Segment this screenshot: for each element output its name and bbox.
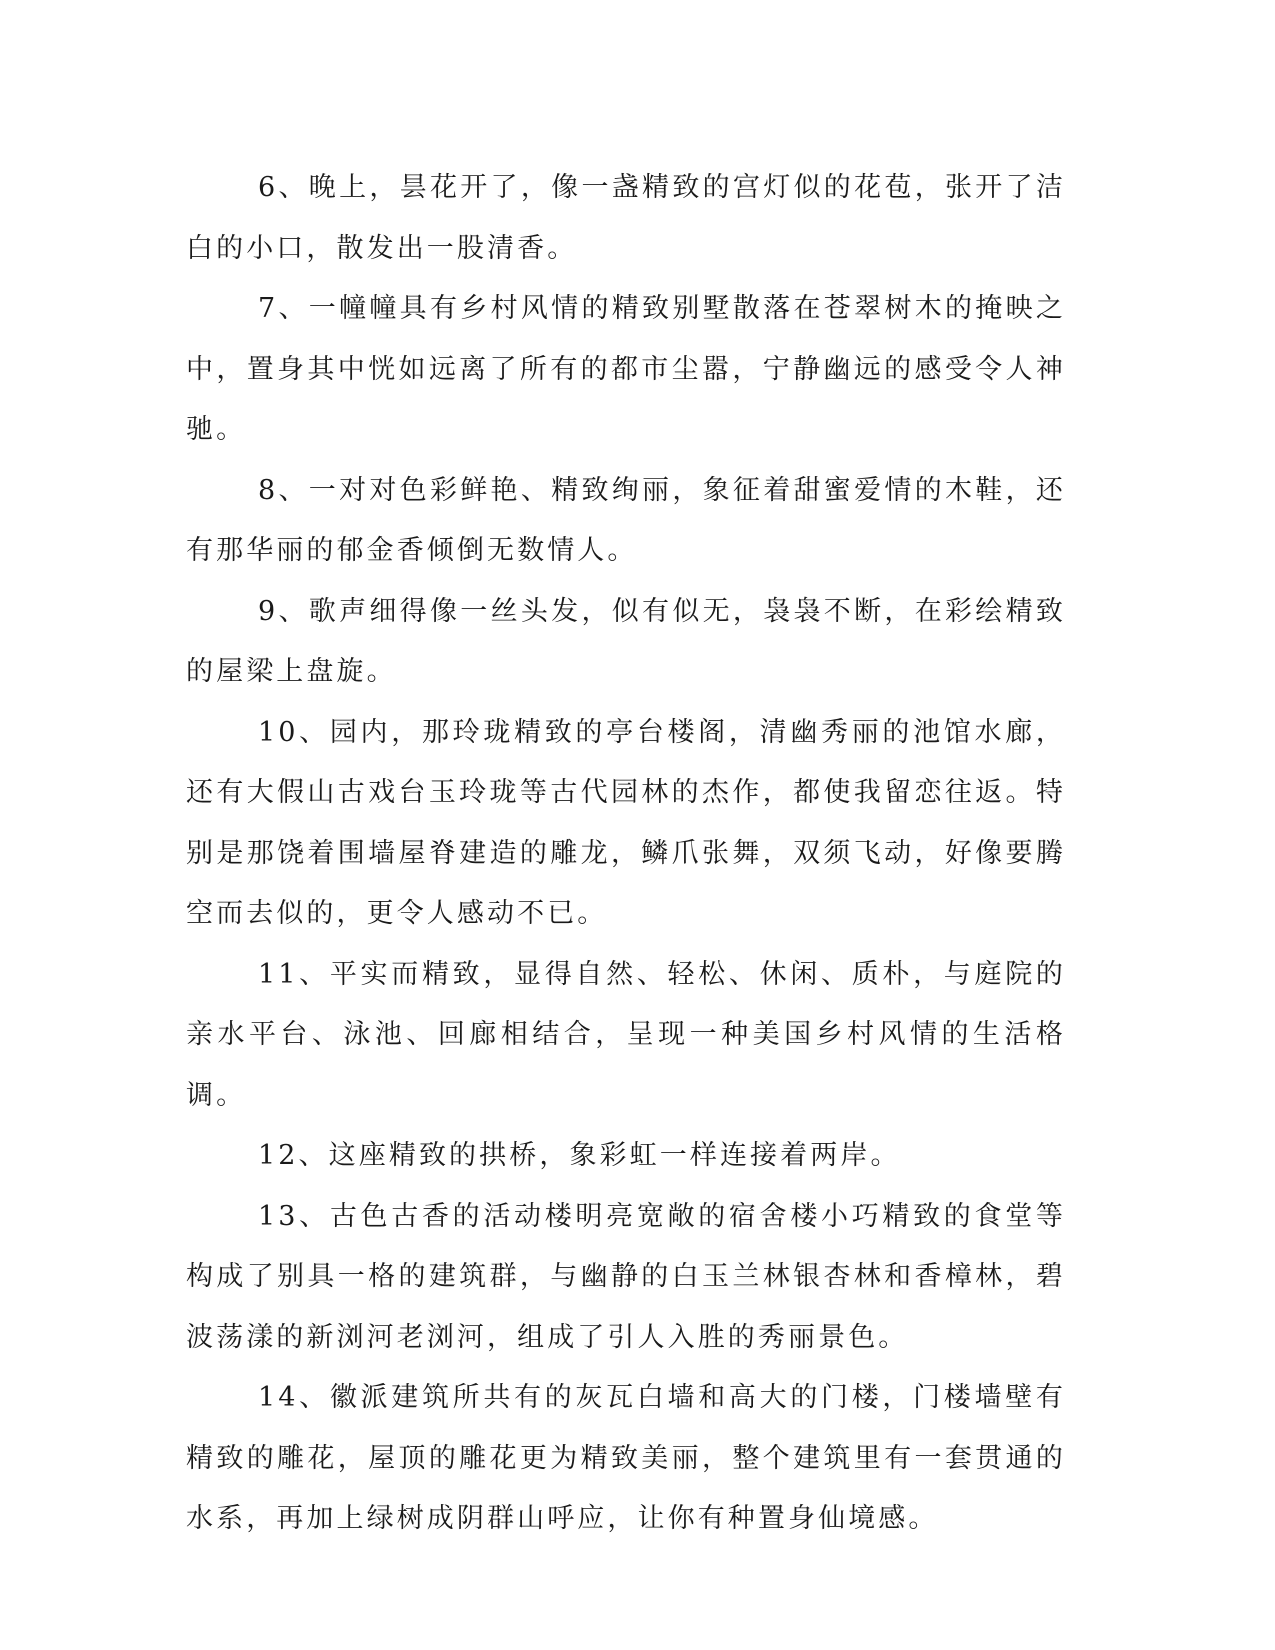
document-body xyxy=(186,158,1066,1550)
paragraph-10: 10、园内，那玲珑精致的亭台楼阁，清幽秀丽的池馆水廊，还有大假山古戏台玉玲珑等古代园林的杰作，都使我留恋往返。特别是那饶着围墙屋脊建造的雕龙，鳞爪张舞，双须飞动，好像要腾空而去似的，更令人感动不已。 xyxy=(186,716,1066,929)
paragraph-14: 14、徽派建筑所共有的灰瓦白墙和高大的门楼，门楼墙壁有精致的雕花，屋顶的雕花更为精致美丽，整个建筑里有一套贯通的水系，再加上绿树成阴群山呼应，让你有种置身仙境感。 xyxy=(186,1382,1066,1534)
paragraph-8: 8、一对对色彩鲜艳、精致绚丽，象征着甜蜜爱情的木鞋，还有那华丽的郁金香倾倒无数情人。 xyxy=(186,474,1066,566)
paragraph-12: 12、这座精致的拱桥，象彩虹一样连接着两岸。 xyxy=(258,1140,901,1171)
paragraph-7: 7、一幢幢具有乡村风情的精致别墅散落在苍翠树木的掩映之中，置身其中恍如远离了所有的都市尘嚣，宁静幽远的感受令人神驰。 xyxy=(186,293,1066,445)
paragraph-11: 11、平实而精致，显得自然、轻松、休闲、质朴，与庭院的亲水平台、泳池、回廊相结合，呈现一种美国乡村风情的生活格调。 xyxy=(186,958,1066,1111)
paragraph-13: 13、古色古香的活动楼明亮宽敞的宿舍楼小巧精致的食堂等构成了别具一格的建筑群，与幽静的白玉兰林银杏林和香樟林，碧波荡漾的新浏河老浏河，组成了引人入胜的秀丽景色。 xyxy=(186,1200,1066,1353)
paragraph-9: 9、歌声细得像一丝头发，似有似无，袅袅不断，在彩绘精致的屋梁上盘旋。 xyxy=(186,595,1066,687)
paragraph-6: 6、晚上，昙花开了，像一盏精致的宫灯似的花苞，张开了洁白的小口，散发出一股清香。 xyxy=(186,172,1066,264)
